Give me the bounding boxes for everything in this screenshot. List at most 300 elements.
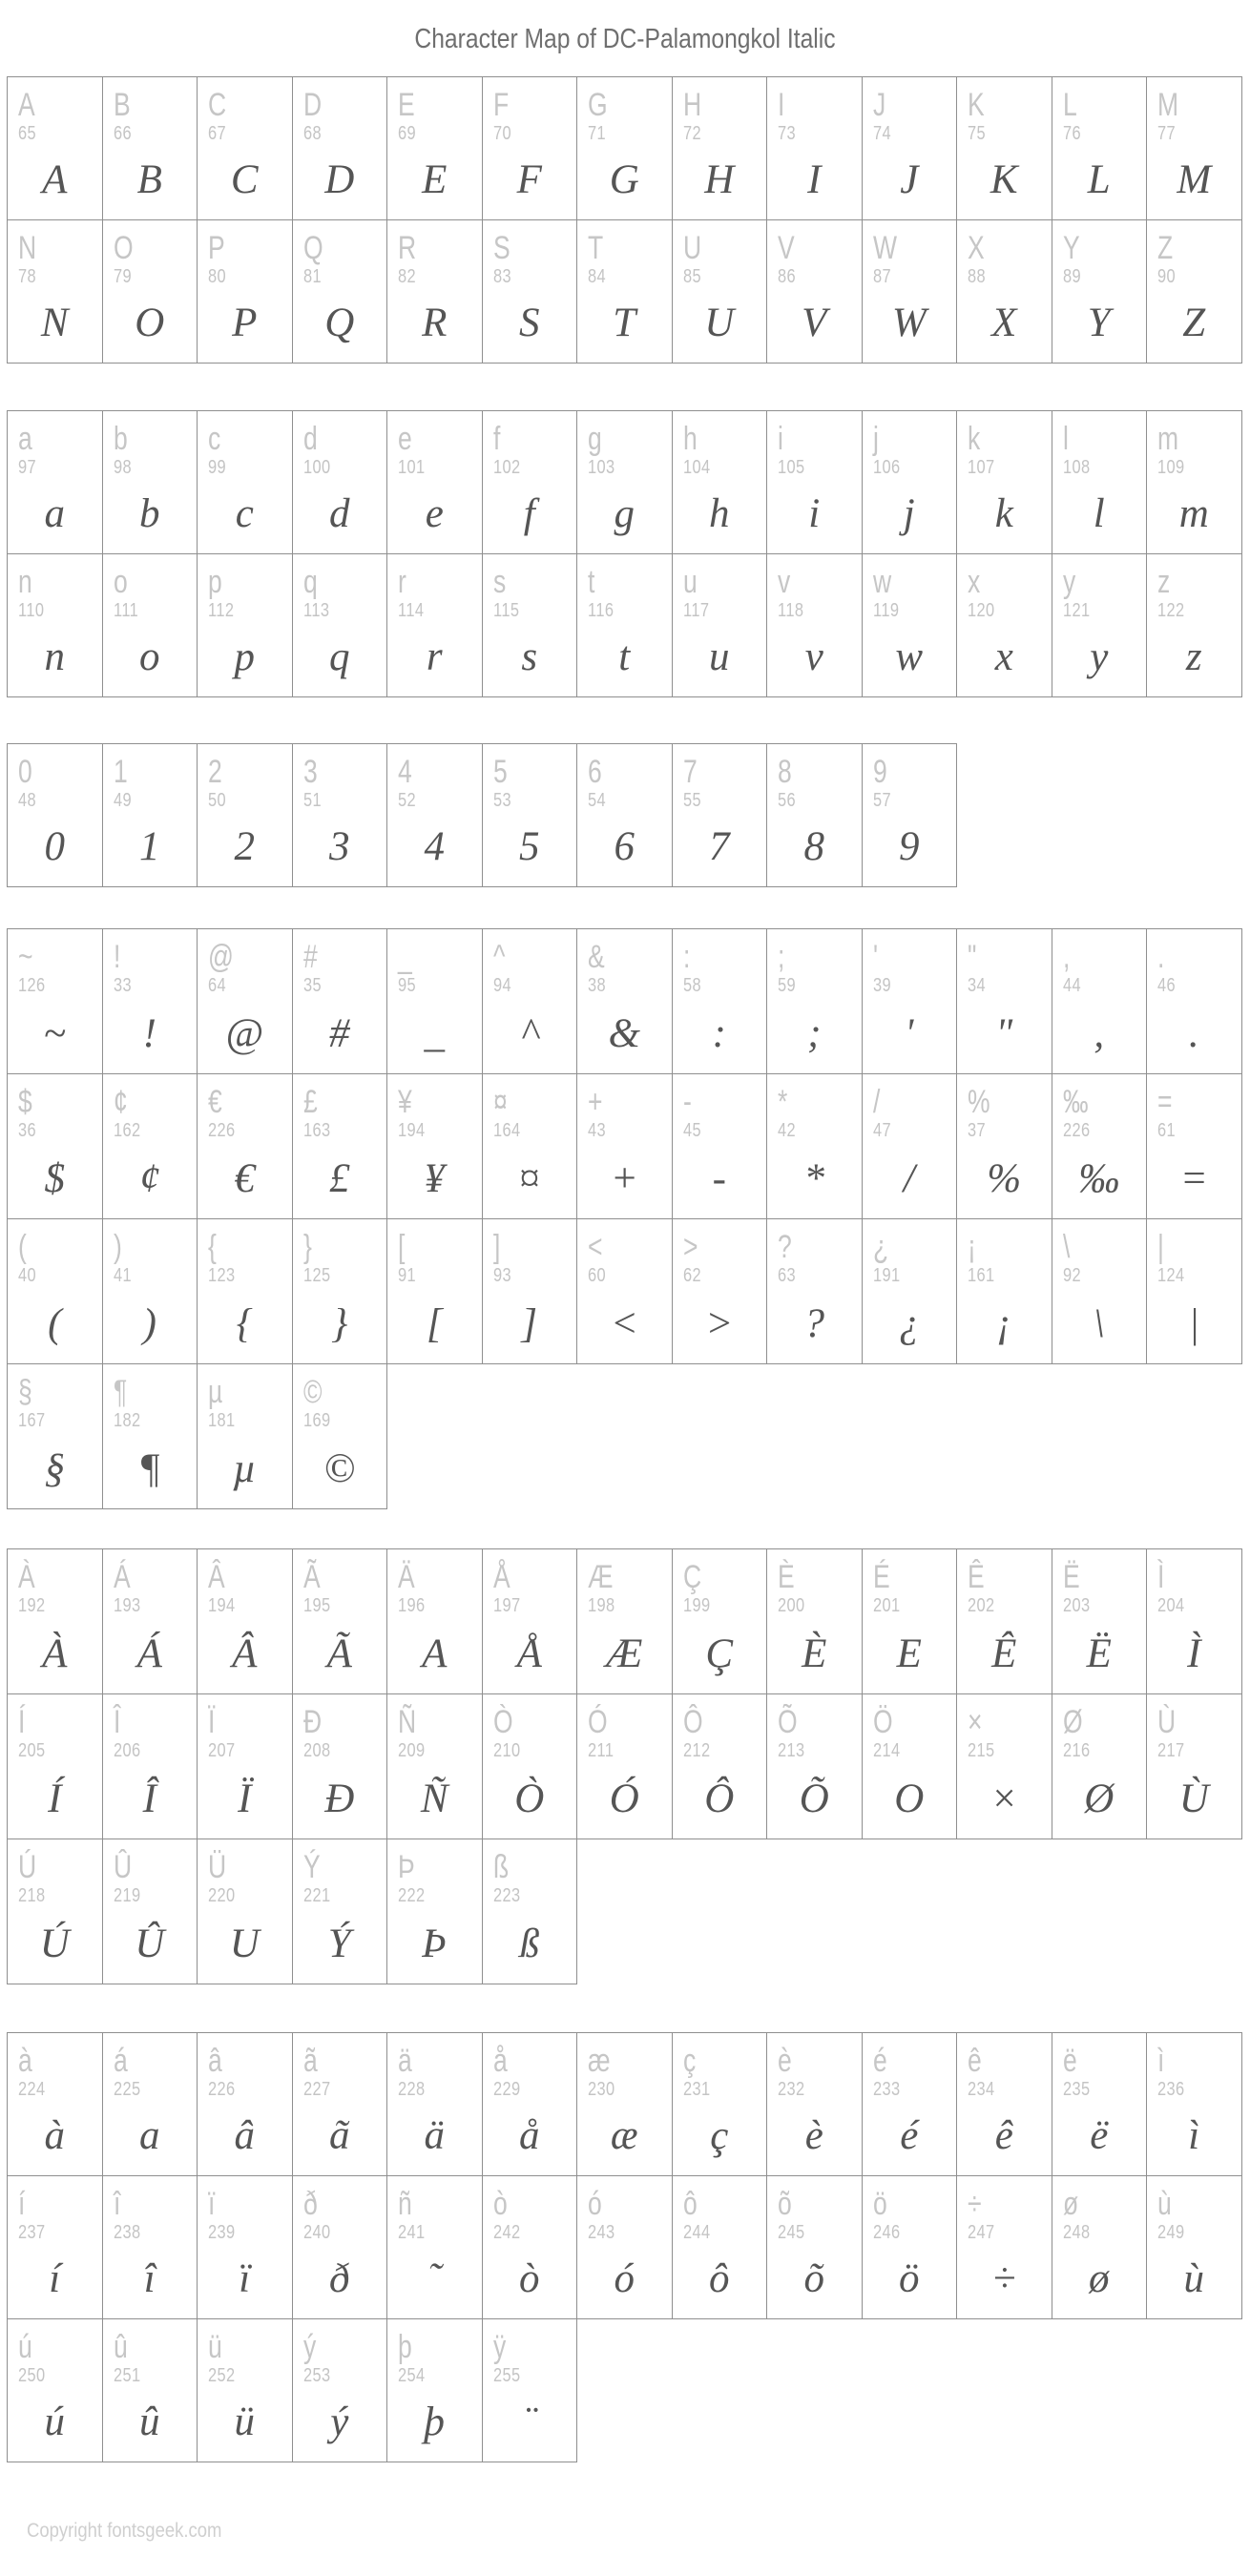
- glyph: f: [523, 491, 535, 536]
- char-code: 124: [1157, 1265, 1185, 1286]
- glyph: Q: [324, 301, 355, 345]
- glyph: Y: [1087, 301, 1111, 345]
- char-code: 162: [113, 1120, 141, 1141]
- char-code: 80: [208, 266, 227, 287]
- char-code: 100: [302, 457, 331, 478]
- glyph: ": [995, 1011, 1013, 1056]
- char-cell-54: [577, 744, 673, 887]
- sample-char: $: [18, 1084, 32, 1120]
- char-cell-48: [8, 744, 103, 887]
- sample-char: l: [1062, 421, 1069, 457]
- char-cell-228: [387, 2033, 483, 2176]
- char-cell-41: [103, 1219, 198, 1364]
- char-code: 223: [492, 1885, 521, 1906]
- sample-char: Ï: [208, 1704, 216, 1740]
- char-code: 254: [398, 2365, 426, 2386]
- sample-char: î: [113, 2186, 120, 2222]
- char-code: 65: [18, 123, 37, 144]
- char-cell-226: [198, 2033, 293, 2176]
- sample-char: ä: [398, 2043, 412, 2079]
- glyph: E: [896, 1631, 922, 1676]
- glyph: Æ: [606, 1631, 643, 1676]
- char-cell-197: [483, 1549, 578, 1694]
- char-cell-82: [387, 220, 483, 364]
- glyph: M: [1177, 157, 1212, 202]
- char-cell-49: [103, 744, 198, 887]
- glyph: §: [44, 1446, 65, 1491]
- char-code: 89: [1062, 266, 1081, 287]
- char-code: 47: [872, 1120, 891, 1141]
- char-cell-220: [198, 1839, 293, 1984]
- char-code: 108: [1062, 457, 1091, 478]
- char-code: 237: [18, 2222, 46, 2243]
- char-cell-208: [293, 1694, 388, 1839]
- glyph: l: [1093, 491, 1105, 536]
- char-code: 63: [778, 1265, 797, 1286]
- char-code: 221: [302, 1885, 331, 1906]
- char-code: 210: [492, 1740, 521, 1761]
- char-code: 116: [588, 600, 615, 621]
- char-code: 164: [492, 1120, 521, 1141]
- sample-char: Þ: [398, 1849, 415, 1885]
- sample-char: ¡: [968, 1229, 976, 1265]
- sample-char: ?: [778, 1229, 792, 1265]
- sample-char: µ: [208, 1374, 223, 1410]
- sample-char: /: [872, 1084, 880, 1120]
- sample-char: h: [682, 421, 698, 457]
- sample-char: q: [302, 564, 318, 600]
- char-cell-123: [198, 1219, 293, 1364]
- glyph: <: [610, 1301, 638, 1346]
- char-code: 222: [398, 1885, 426, 1906]
- sample-char: S: [492, 230, 510, 266]
- char-cell-200: [767, 1549, 863, 1694]
- sample-char: z: [1157, 564, 1171, 600]
- char-code: 97: [18, 457, 37, 478]
- char-cell-121: [1052, 554, 1148, 697]
- char-code: 59: [778, 975, 797, 996]
- sample-char: û: [113, 2329, 128, 2365]
- sample-char: D: [302, 87, 322, 123]
- glyph: Ç: [705, 1631, 734, 1676]
- char-cell-80: [198, 220, 293, 364]
- char-code: 71: [588, 123, 607, 144]
- char-code: 219: [113, 1885, 141, 1906]
- glyph: !: [142, 1011, 156, 1056]
- char-cell-71: [577, 77, 673, 220]
- sample-char: n: [18, 564, 32, 600]
- sample-char: <: [588, 1229, 603, 1265]
- char-cell-76: [1052, 77, 1148, 220]
- sample-char: k: [968, 421, 981, 457]
- glyph: z: [1185, 634, 1202, 679]
- char-code: 82: [398, 266, 417, 287]
- glyph: r: [426, 634, 443, 679]
- char-code: 105: [778, 457, 805, 478]
- char-cell-47: [863, 1074, 958, 1219]
- char-code: 205: [18, 1740, 46, 1761]
- char-code: 38: [588, 975, 607, 996]
- char-cell-118: [767, 554, 863, 697]
- char-cell-65: [8, 77, 103, 220]
- glyph: .: [1188, 1011, 1199, 1056]
- glyph: _: [424, 1011, 445, 1056]
- char-cell-227: [293, 2033, 388, 2176]
- char-cell-111: [103, 554, 198, 697]
- glyph: ¥: [424, 1156, 445, 1201]
- glyph: O: [135, 301, 165, 345]
- glyph: J: [900, 157, 919, 202]
- char-code: 169: [302, 1410, 331, 1431]
- glyph: S: [519, 301, 540, 345]
- glyph: D: [324, 157, 355, 202]
- sample-char: þ: [398, 2329, 412, 2365]
- char-cell-34: [957, 929, 1052, 1074]
- sample-char: *: [778, 1084, 788, 1120]
- char-cell-210: [483, 1694, 578, 1839]
- char-cell-105: [767, 411, 863, 554]
- sample-char: Ù: [1157, 1704, 1177, 1740]
- sample-char: -: [682, 1084, 692, 1120]
- char-code: 209: [398, 1740, 426, 1761]
- glyph: Ý: [327, 1922, 351, 1966]
- sample-char: >: [682, 1229, 698, 1265]
- char-code: 46: [1157, 975, 1177, 996]
- sample-char: A: [18, 87, 35, 123]
- glyph: 4: [424, 824, 445, 869]
- char-code: 104: [682, 457, 711, 478]
- char-cell-67: [198, 77, 293, 220]
- char-code: 78: [18, 266, 37, 287]
- char-cell-214: [863, 1694, 958, 1839]
- char-code: 246: [872, 2222, 901, 2243]
- sample-char: í: [18, 2186, 26, 2222]
- char-cell-78: [8, 220, 103, 364]
- glyph: d: [329, 491, 350, 536]
- sample-char: ;: [778, 939, 785, 975]
- sample-char: 6: [588, 754, 602, 790]
- char-code: 228: [398, 2079, 426, 2100]
- char-code: 54: [588, 790, 607, 811]
- char-cell-46: [1147, 929, 1242, 1074]
- sample-char: à: [18, 2043, 32, 2079]
- char-cell-211: [577, 1694, 673, 1839]
- char-cell-194: [387, 1074, 483, 1219]
- char-cell-66: [103, 77, 198, 220]
- char-code: 81: [302, 266, 322, 287]
- glyph: Ï: [238, 1776, 252, 1821]
- sample-char: ÷: [968, 2186, 982, 2222]
- char-code: 52: [398, 790, 417, 811]
- glyph: =: [1179, 1156, 1208, 1201]
- char-code: 114: [398, 600, 425, 621]
- sample-char: (: [18, 1229, 27, 1265]
- char-cell-243: [577, 2176, 673, 2319]
- sample-char: Ç: [682, 1559, 701, 1595]
- char-cell-69: [387, 77, 483, 220]
- char-cell-113: [293, 554, 388, 697]
- char-code: 125: [302, 1265, 331, 1286]
- sample-char: L: [1062, 87, 1077, 123]
- sample-char: v: [778, 564, 791, 600]
- char-cell-104: [673, 411, 768, 554]
- char-code: 115: [492, 600, 519, 621]
- glyph: Ð: [324, 1776, 355, 1821]
- char-cell-84: [577, 220, 673, 364]
- glyph: j: [903, 491, 915, 536]
- char-code: 227: [302, 2079, 331, 2100]
- char-code: 248: [1062, 2222, 1091, 2243]
- glyph: 5: [519, 824, 540, 869]
- char-code: 194: [398, 1120, 426, 1141]
- glyph: Ú: [39, 1922, 70, 1966]
- char-cell-215: [957, 1694, 1052, 1839]
- sample-char: |: [1157, 1229, 1164, 1265]
- char-cell-93: [483, 1219, 578, 1364]
- char-code: 202: [968, 1595, 995, 1616]
- sample-char: ö: [872, 2186, 887, 2222]
- char-code: 242: [492, 2222, 521, 2243]
- sample-char: Â: [208, 1559, 225, 1595]
- char-cell-230: [577, 2033, 673, 2176]
- char-cell-116: [577, 554, 673, 697]
- char-cell-120: [957, 554, 1052, 697]
- char-code: 253: [302, 2365, 331, 2386]
- sample-char: c: [208, 421, 221, 457]
- sample-char: F: [492, 87, 509, 123]
- sample-char: Í: [18, 1704, 26, 1740]
- char-code: 245: [778, 2222, 805, 2243]
- char-code: 66: [113, 123, 132, 144]
- char-cell-242: [483, 2176, 578, 2319]
- char-code: 199: [682, 1595, 711, 1616]
- char-code: 235: [1062, 2079, 1091, 2100]
- char-cell-169: [293, 1364, 388, 1509]
- char-code: 91: [398, 1265, 417, 1286]
- sample-char: 2: [208, 754, 222, 790]
- char-cell-250: [8, 2319, 103, 2462]
- sample-char: e: [398, 421, 412, 457]
- glyph: Õ: [799, 1776, 829, 1821]
- char-cell-229: [483, 2033, 578, 2176]
- char-code: 75: [968, 123, 987, 144]
- sample-char: +: [588, 1084, 603, 1120]
- char-code: 218: [18, 1885, 46, 1906]
- glyph: G: [609, 157, 639, 202]
- sample-char: Ý: [302, 1849, 321, 1885]
- char-code: 182: [113, 1410, 141, 1431]
- sample-char: P: [208, 230, 225, 266]
- glyph: b: [139, 491, 160, 536]
- char-code: 64: [208, 975, 227, 996]
- char-code: 191: [872, 1265, 901, 1286]
- table-uppercase-accented: [7, 1548, 1242, 1984]
- glyph: ó: [614, 2256, 635, 2301]
- char-code: 241: [398, 2222, 426, 2243]
- char-cell-38: [577, 929, 673, 1074]
- sample-char: C: [208, 87, 227, 123]
- char-code: 67: [208, 123, 227, 144]
- char-cell-246: [863, 2176, 958, 2319]
- sample-char: ÿ: [492, 2329, 506, 2365]
- char-code: 238: [113, 2222, 141, 2243]
- glyph: ð: [329, 2256, 350, 2301]
- glyph: g: [614, 491, 635, 536]
- glyph: U: [229, 1922, 260, 1966]
- glyph: Ã: [326, 1631, 352, 1676]
- glyph: V: [802, 301, 827, 345]
- char-cell-85: [673, 220, 768, 364]
- char-code: 101: [398, 457, 426, 478]
- sample-char: ê: [968, 2043, 982, 2079]
- char-code: 224: [18, 2079, 46, 2100]
- glyph: Ì: [1187, 1631, 1201, 1676]
- char-cell-42: [767, 1074, 863, 1219]
- sample-char: Û: [113, 1849, 132, 1885]
- sample-char: Y: [1062, 230, 1080, 266]
- char-cell-108: [1052, 411, 1148, 554]
- sample-char: ): [113, 1229, 122, 1265]
- char-cell-162: [103, 1074, 198, 1219]
- char-code: 195: [302, 1595, 331, 1616]
- char-cell-101: [387, 411, 483, 554]
- char-cell-241: [387, 2176, 483, 2319]
- char-cell-255: [483, 2319, 578, 2462]
- char-code: 85: [682, 266, 701, 287]
- sample-char: @: [208, 939, 234, 975]
- glyph: *: [803, 1156, 824, 1201]
- glyph: ¡: [995, 1301, 1012, 1346]
- sample-char: Æ: [588, 1559, 614, 1595]
- char-cell-122: [1147, 554, 1242, 697]
- glyph: 3: [329, 824, 350, 869]
- char-code: 212: [682, 1740, 711, 1761]
- sample-char: ~: [18, 939, 33, 975]
- char-cell-53: [483, 744, 578, 887]
- glyph: $: [44, 1156, 65, 1201]
- sample-char: ¥: [398, 1084, 412, 1120]
- glyph: h: [709, 491, 730, 536]
- char-code: 196: [398, 1595, 426, 1616]
- char-cell-63: [767, 1219, 863, 1364]
- glyph: @: [225, 1011, 264, 1056]
- glyph: ù: [1183, 2256, 1204, 2301]
- sample-char: f: [492, 421, 500, 457]
- glyph: Î: [142, 1776, 156, 1821]
- glyph: À: [42, 1631, 68, 1676]
- sample-char: ¿: [872, 1229, 888, 1265]
- char-cell-191: [863, 1219, 958, 1364]
- char-code: 72: [682, 123, 701, 144]
- glyph: 6: [614, 824, 635, 869]
- char-cell-73: [767, 77, 863, 220]
- glyph: ã: [329, 2113, 350, 2158]
- char-cell-115: [483, 554, 578, 697]
- char-code: 44: [1062, 975, 1081, 996]
- glyph: Å: [516, 1631, 542, 1676]
- glyph: y: [1090, 634, 1109, 679]
- sample-char: Ü: [208, 1849, 227, 1885]
- glyph: ø: [1089, 2256, 1110, 2301]
- char-code: 234: [968, 2079, 995, 2100]
- sample-char: B: [113, 87, 131, 123]
- char-cell-56: [767, 744, 863, 887]
- char-code: 204: [1157, 1595, 1185, 1616]
- char-code: 48: [18, 790, 37, 811]
- sample-char: ¢: [113, 1084, 128, 1120]
- char-cell-193: [103, 1549, 198, 1694]
- char-cell-40: [8, 1219, 103, 1364]
- char-cell-240: [293, 2176, 388, 2319]
- char-code: 74: [872, 123, 891, 144]
- glyph: ¿: [899, 1301, 920, 1346]
- sample-char: I: [778, 87, 785, 123]
- glyph: ?: [803, 1301, 824, 1346]
- char-cell-207: [198, 1694, 293, 1839]
- char-cell-87: [863, 220, 958, 364]
- sample-char: ×: [968, 1704, 983, 1740]
- char-cell-225: [103, 2033, 198, 2176]
- sample-char: §: [18, 1374, 32, 1410]
- glyph: 7: [709, 824, 730, 869]
- sample-char: Ø: [1062, 1704, 1083, 1740]
- glyph: E: [422, 157, 448, 202]
- table-digits: [7, 743, 957, 887]
- glyph: B: [136, 157, 162, 202]
- char-code: 226: [1062, 1120, 1091, 1141]
- glyph: &: [608, 1011, 640, 1056]
- glyph: U: [704, 301, 735, 345]
- glyph: ì: [1188, 2113, 1200, 2158]
- char-code: 50: [208, 790, 227, 811]
- char-code: 35: [302, 975, 322, 996]
- char-cell-236: [1147, 2033, 1242, 2176]
- char-cell-103: [577, 411, 673, 554]
- char-code: 250: [18, 2365, 46, 2386]
- char-cell-218: [8, 1839, 103, 1984]
- char-code: 113: [302, 600, 329, 621]
- glyph: Í: [48, 1776, 62, 1821]
- sample-char: m: [1157, 421, 1179, 457]
- char-code: 107: [968, 457, 995, 478]
- glyph: N: [40, 301, 69, 345]
- glyph: n: [44, 634, 65, 679]
- char-cell-51: [293, 744, 388, 887]
- sample-char: K: [968, 87, 985, 123]
- sample-char: o: [113, 564, 128, 600]
- glyph: È: [802, 1631, 827, 1676]
- char-cell-235: [1052, 2033, 1148, 2176]
- char-code: 106: [872, 457, 901, 478]
- sample-char: ^: [492, 939, 505, 975]
- sample-char: Ì: [1157, 1559, 1165, 1595]
- char-cell-245: [767, 2176, 863, 2319]
- char-cell-163: [293, 1074, 388, 1219]
- glyph: 0: [44, 824, 65, 869]
- glyph: Ñ: [420, 1776, 448, 1821]
- char-code: 251: [113, 2365, 141, 2386]
- sample-char: Õ: [778, 1704, 798, 1740]
- char-cell-77: [1147, 77, 1242, 220]
- glyph: ,: [1094, 1011, 1105, 1056]
- table-uppercase-letters: [7, 76, 1242, 364]
- sample-char: Ã: [302, 1559, 321, 1595]
- glyph: ê: [994, 2113, 1013, 2158]
- char-cell-192: [8, 1549, 103, 1694]
- char-cell-244: [673, 2176, 768, 2319]
- char-cell-112: [198, 554, 293, 697]
- char-cell-110: [8, 554, 103, 697]
